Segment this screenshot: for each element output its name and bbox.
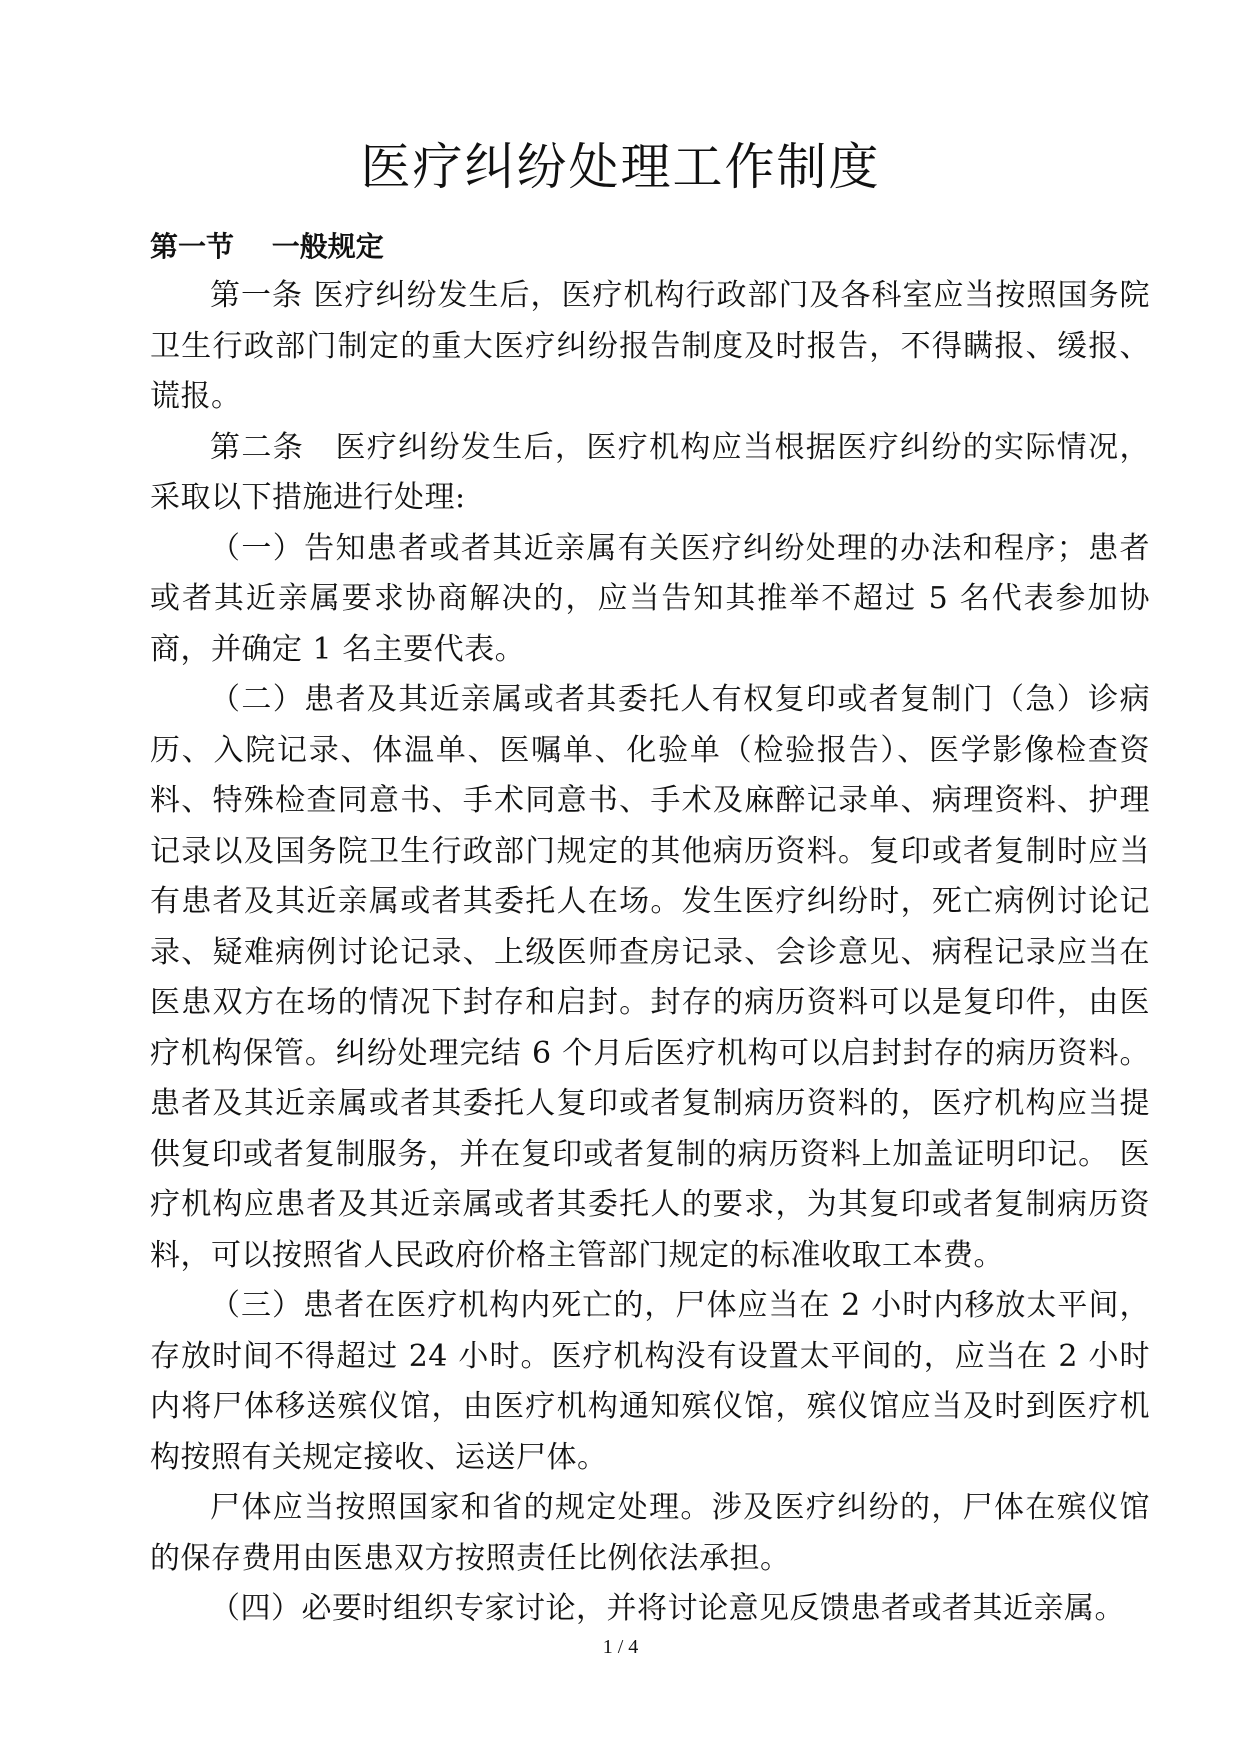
section-heading: 第一节 一般规定 (150, 230, 384, 263)
measure-3-paragraph: （三）患者在医疗机构内死亡的，尸体应当在 2 小时内移放太平间，存放时间不得超过 24 小时。医疗机构没有设置太平间的，应当在 2 小时内将尸体移送殡仪馆，由医疗机构通知殡仪馆，殡仪馆应当及时到医疗机构按照有关规定接收、运送尸体。 (150, 1288, 1150, 1475)
document-title: 医疗纠纷处理工作制度 (360, 138, 881, 196)
page-number: 1 / 4 (602, 1636, 639, 1658)
body-disposal-paragraph: 尸体应当按照国家和省的规定处理。涉及医疗纠纷的，尸体在殡仪馆的保存费用由医患双方按照责任比例依法承担。 (150, 1490, 1150, 1576)
document-body (150, 223, 1150, 1635)
measure-4-paragraph: （四）必要时组织专家讨论，并将讨论意见反馈患者或者其近亲属。 (210, 1591, 1125, 1626)
measure-1-paragraph: （一）告知患者或者其近亲属有关医疗纠纷处理的办法和程序；患者或者其近亲属要求协商解决的，应当告知其推举不超过 5 名代表参加协商，并确定 1 名主要代表。 (150, 530, 1150, 667)
article-1-paragraph: 第一条 医疗纠纷发生后，医疗机构行政部门及各科室应当按照国务院卫生行政部门制定的重大医疗纠纷报告制度及时报告，不得瞒报、缓报、谎报。 (150, 278, 1150, 414)
measure-2-paragraph: （二）患者及其近亲属或者其委托人有权复印或者复制门（急）诊病历、入院记录、体温单、医嘱单、化验单（检验报告）、医学影像检查资料、特殊检查同意书、手术同意书、手术及麻醉记录单、病理资料、护理记录以及国务院卫生行政部门规定的其他病历资料。复印或者复制时应当有患者及其近亲属或者其委托人在场。发生医疗纠纷时，死亡病例讨论记录、疑难病例讨论记录、上级医师查房记录、会诊意见、病程记录应当在医患双方在场的情况下封存和启封。封存的病历资料可以是复印件，由医疗机构保管。纠纷处理完结 6 个月后医疗机构可以启封封存的病历资料。 患者及其近亲属或者其委托人复印或者复制病历资料的，医疗机构应当提供复印或者复制服务，并在复印或者复制的病历资料上加盖证明印记。 医疗机构应患者及其近亲属或者其委托人的要求，为其复印或者复制病历资料，可以按照省人民政府价格主管部门规定的标准收取工本费。 (150, 682, 1150, 1273)
article-2-paragraph: 第二条 医疗纠纷发生后，医疗机构应当根据医疗纠纷的实际情况，采取以下措施进行处理: (150, 429, 1150, 515)
